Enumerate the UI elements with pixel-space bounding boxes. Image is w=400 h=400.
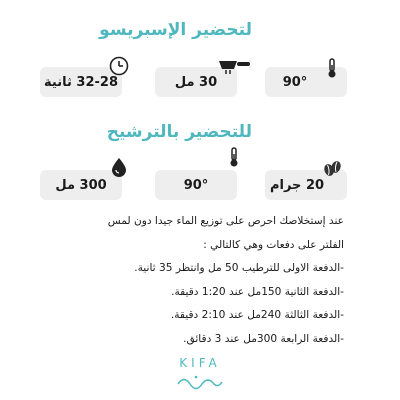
filter-coffee-pill — [265, 170, 347, 200]
espresso-water-pill — [155, 67, 237, 97]
espresso-title: لتحضير الإسبريسو — [99, 20, 252, 40]
instruction-step-2: -الدفعة الثانية 150مل عند 1:20 دقيقة. — [171, 285, 344, 298]
filter-water-value: 300 مل — [55, 177, 107, 193]
espresso-temperature-value: 90° — [282, 74, 308, 90]
filter-temperature-value: 90° — [183, 177, 209, 193]
filter-water-pill — [40, 170, 122, 200]
espresso-time-pill — [40, 67, 122, 97]
logo-wordmark: KIFA — [179, 356, 221, 370]
instruction-step-1: -الدفعة الاولى للترطيب 50 مل وانتظر 35 ثانية. — [134, 262, 344, 274]
espresso-temperature-pill — [265, 67, 347, 97]
kifa-logo — [166, 356, 234, 390]
thermometer-icon — [223, 146, 245, 168]
instruction-step-4: -الدفعة الرابعة 300مل عند 3 دقائق. — [183, 332, 344, 345]
brewing-instructions — [90, 210, 344, 351]
espresso-time-value: 32-28 ثانية — [44, 74, 118, 90]
espresso-water-value: 30 مل — [174, 74, 218, 90]
filter-temperature-pill — [155, 170, 237, 200]
filter-title: للتحضير بالترشيح — [106, 122, 252, 142]
filter-coffee-value: 20 جرام — [269, 177, 325, 193]
instructions-note: عند إستخلاصك احرص على توزيع الماء جيدا دون لمس الفلتر على دفعات وهي كالتالي : — [107, 215, 344, 251]
instruction-step-3: -الدفعة الثالثة 240مل عند 2:10 دقيقة. — [170, 309, 344, 321]
logo-arabic-mark — [174, 372, 226, 390]
